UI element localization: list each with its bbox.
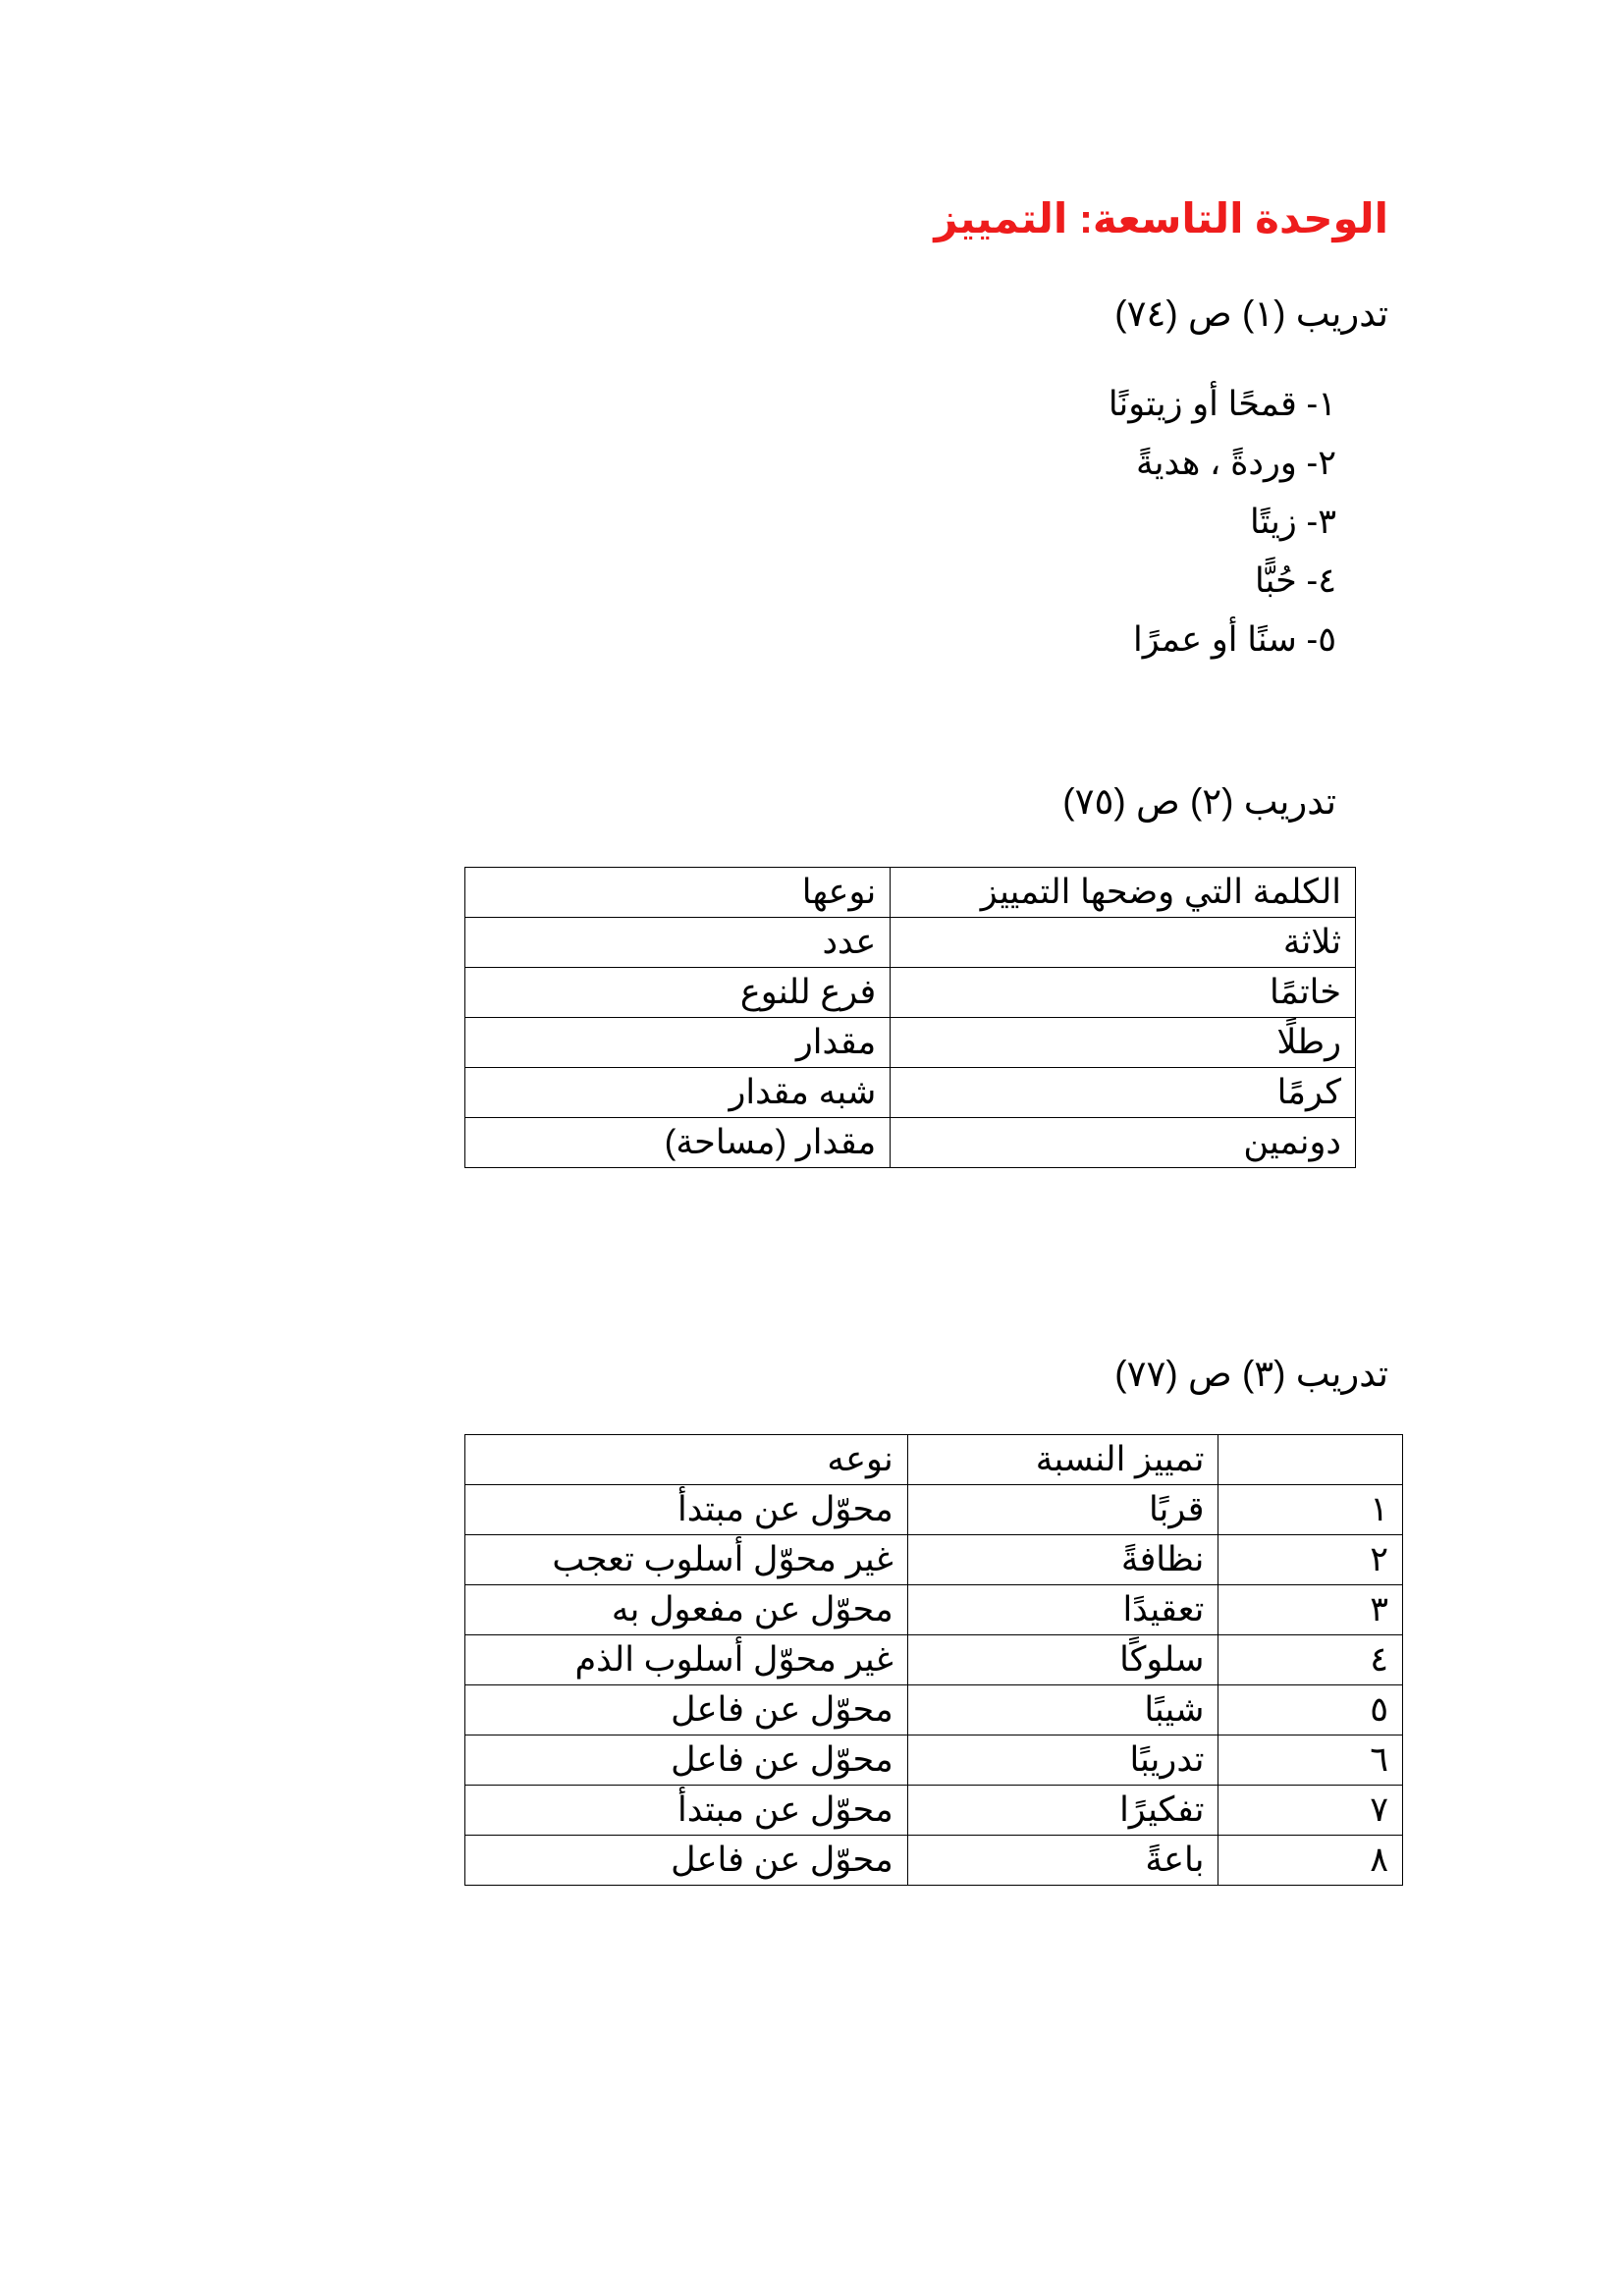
header-cell: تمييز النسبة	[907, 1435, 1218, 1485]
table-header-row	[465, 868, 1356, 918]
list-item: ١- قمحًا أو زيتونًا	[1108, 385, 1336, 423]
list-item: ٢- وردةً ، هديةً	[1136, 444, 1336, 482]
header-cell: نوعه	[465, 1435, 908, 1485]
header-cell: نوعها	[465, 868, 891, 918]
table-cell: شيبًا	[907, 1685, 1218, 1735]
row-number: ٥	[1218, 1685, 1403, 1735]
row-number: ٣	[1218, 1585, 1403, 1635]
table-row	[465, 1585, 1403, 1635]
row-number: ٧	[1218, 1786, 1403, 1836]
table-cell: مقدار (مساحة)	[465, 1118, 891, 1168]
table-row	[465, 1118, 1356, 1168]
table-row	[465, 1735, 1403, 1786]
table-cell: تفكيرًا	[907, 1786, 1218, 1836]
table-cell: تعقيدًا	[907, 1585, 1218, 1635]
table-row	[465, 1786, 1403, 1836]
exercise-3-heading: تدريب (٣) ص (٧٧)	[1114, 1354, 1388, 1394]
table-cell: محوّل عن مبتدأ	[465, 1786, 908, 1836]
exercise-1-heading: تدريب (١) ص (٧٤)	[1114, 294, 1388, 334]
row-number: ٢	[1218, 1535, 1403, 1585]
table-row	[465, 1485, 1403, 1535]
list-item: ٥- سنًا أو عمرًا	[1133, 620, 1336, 659]
table-cell: محوّل عن مبتدأ	[465, 1485, 908, 1535]
table-cell: قربًا	[907, 1485, 1218, 1535]
table-cell: غير محوّل أسلوب تعجب	[465, 1535, 908, 1585]
table-cell: محوّل عن فاعل	[465, 1685, 908, 1735]
row-number: ٨	[1218, 1836, 1403, 1886]
table-cell: غير محوّل أسلوب الذم	[465, 1635, 908, 1685]
exercise-1-answers	[1109, 375, 1336, 669]
table-cell: خاتمًا	[891, 968, 1356, 1018]
table-cell: مقدار	[465, 1018, 891, 1068]
exercise-2-heading: تدريب (٢) ص (٧٥)	[1062, 781, 1336, 822]
table-cell: ثلاثة	[891, 918, 1356, 968]
table-cell: نظافةً	[907, 1535, 1218, 1585]
header-cell	[1218, 1435, 1403, 1485]
table-row	[465, 1836, 1403, 1886]
table-cell: فرع للنوع	[465, 968, 891, 1018]
table-row	[465, 1685, 1403, 1735]
table-row	[465, 1535, 1403, 1585]
table-row	[465, 968, 1356, 1018]
table-cell: دونمين	[891, 1118, 1356, 1168]
unit-title: الوحدة التاسعة: التمييز	[934, 195, 1388, 241]
list-item: ٤- حُبًّا	[1254, 561, 1336, 600]
table-cell: سلوكًا	[907, 1635, 1218, 1685]
table-cell: محوّل عن مفعول به	[465, 1585, 908, 1635]
table-header-row	[465, 1435, 1403, 1485]
row-number: ١	[1218, 1485, 1403, 1535]
exercise-2-table	[464, 867, 1356, 1168]
table-row	[465, 918, 1356, 968]
table-cell: شبه مقدار	[465, 1068, 891, 1118]
exercise-3-table	[464, 1434, 1403, 1886]
table-row	[465, 1068, 1356, 1118]
table-row	[465, 1635, 1403, 1685]
table-cell: كرمًا	[891, 1068, 1356, 1118]
table-cell: باعةً	[907, 1836, 1218, 1886]
table-cell: محوّل عن فاعل	[465, 1836, 908, 1886]
list-item: ٣- زيتًا	[1249, 503, 1336, 541]
header-cell: الكلمة التي وضحها التمييز	[891, 868, 1356, 918]
table-cell: عدد	[465, 918, 891, 968]
table-cell: رطلًا	[891, 1018, 1356, 1068]
table-cell: محوّل عن فاعل	[465, 1735, 908, 1786]
table-cell: تدريبًا	[907, 1735, 1218, 1786]
row-number: ٦	[1218, 1735, 1403, 1786]
row-number: ٤	[1218, 1635, 1403, 1685]
table-row	[465, 1018, 1356, 1068]
